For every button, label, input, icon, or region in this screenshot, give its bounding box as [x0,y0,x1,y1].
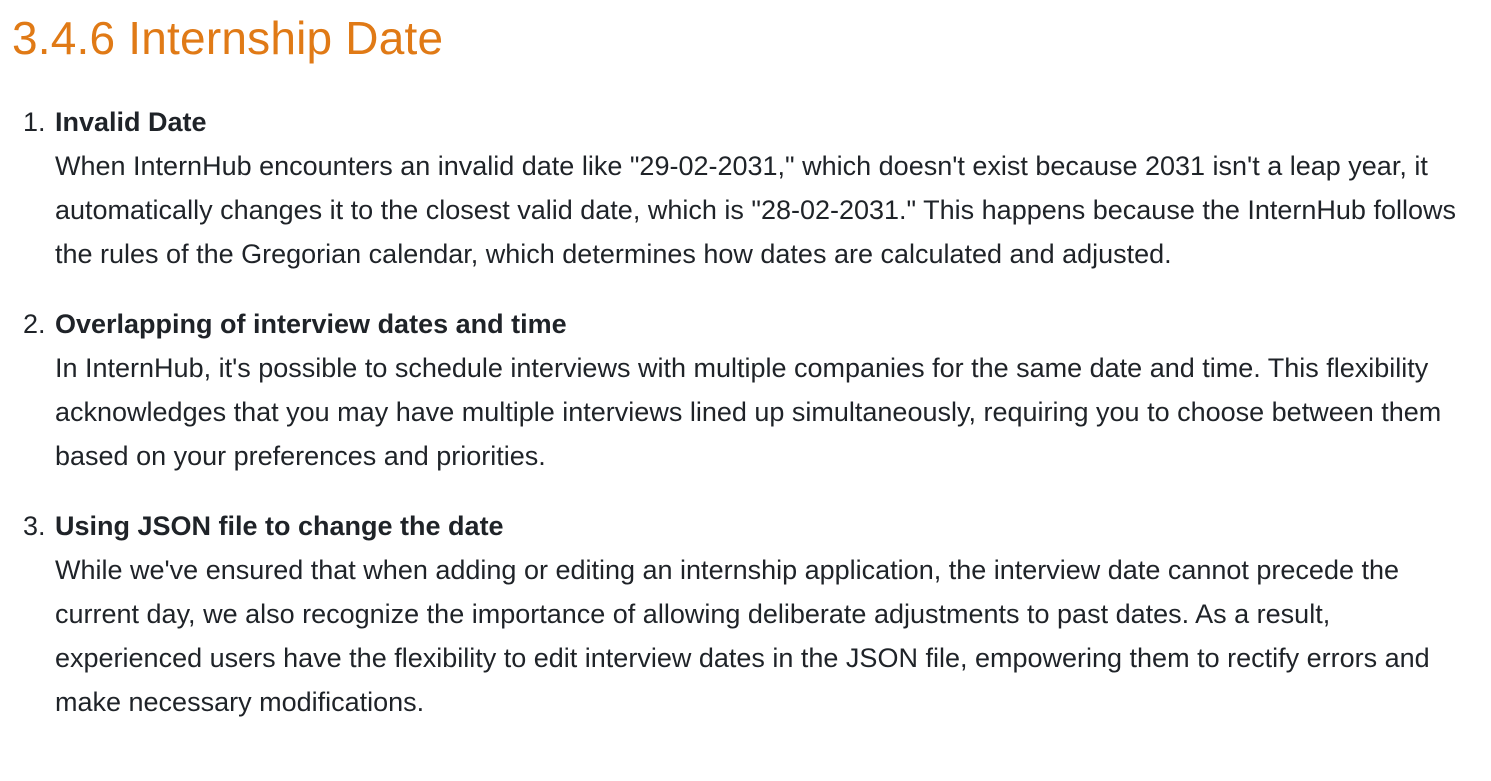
list-item-title: Overlapping of interview dates and time [55,309,567,339]
list-item [12,302,1471,478]
list-item-body: In InternHub, it's possible to schedule interviews with multiple companies for the same date and time. This flexibility acknowledges that you may have multiple interviews lined up simultaneously, requiring you to choose between them based on your preferences and priorities. [55,353,1442,471]
list-item [12,100,1471,276]
section-heading: 3.4.6 Internship Date [12,12,444,64]
list-item-body: While we've ensured that when adding or editing an internship application, the interview date cannot precede the current day, we also recognize the importance of allowing deliberate adjustments to past dates. As a result, experienced users have the flexibility to edit interview dates in the JSON file, empowering them to rectify errors and make necessary modifications. [55,555,1430,717]
list-item-number: 3. [23,511,46,541]
list-item-content [55,504,1471,724]
list-item-number: 2. [23,309,46,339]
list-item-title: Invalid Date [55,107,207,137]
list-item-number: 1. [23,107,46,137]
date-notes-list [12,100,1471,724]
list-item-content [55,302,1471,478]
list-item-title: Using JSON file to change the date [55,511,504,541]
list-item-body: When InternHub encounters an invalid date like "29-02-2031," which doesn't exist because 2031 isn't a leap year, it automatically changes it to the closest valid date, which is "28-02-2031." This happens because the InternHub follows the rules of the Gregorian calendar, which determines how dates are calculated and adjusted. [55,151,1456,269]
list-item-content [55,100,1471,276]
list-item [12,504,1471,724]
